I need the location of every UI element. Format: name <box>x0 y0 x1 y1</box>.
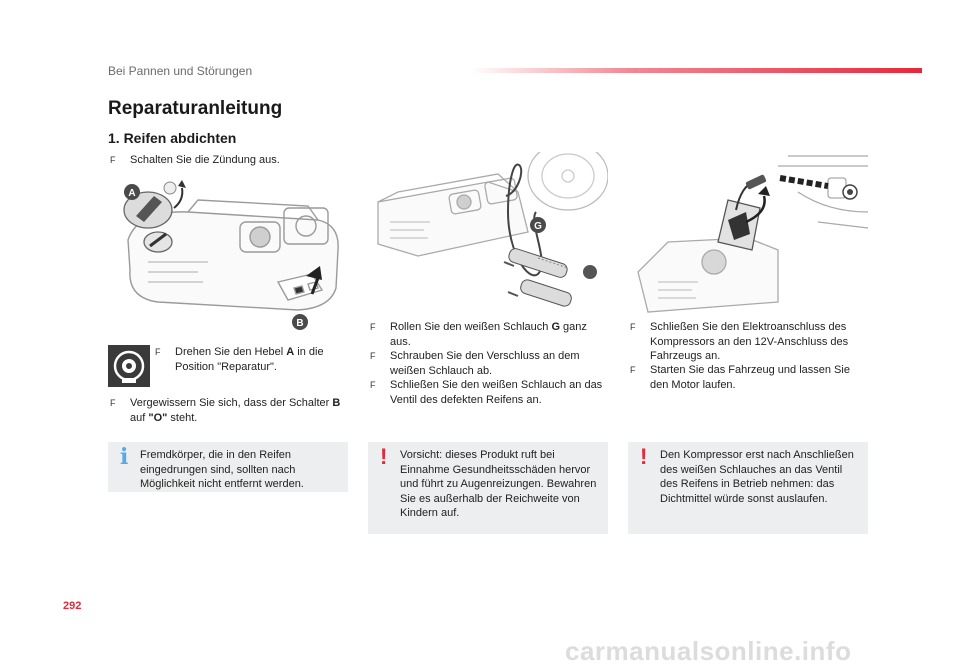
header-divider <box>470 68 922 73</box>
middle-step-1: F Rollen Sie den weißen Schlauch G ganz aus. <box>370 321 587 348</box>
right-step-1: F Schließen Sie den Elektroanschluss des Kompressors an den 12V-Anschluss des Fahrzeugs an. <box>630 321 849 362</box>
bullet-icon: F <box>370 322 376 332</box>
bullet-icon: F <box>110 398 116 408</box>
repair-position-icon <box>108 345 150 387</box>
hose-detail <box>504 247 597 308</box>
middle-step-3: F Schließen Sie den weißen Schlauch an das Ventil des defekten Reifens an. <box>370 379 603 406</box>
step-title: 1. Reifen abdichten <box>108 130 237 146</box>
page-title: Reparaturanleitung <box>108 98 283 119</box>
warning-icon: ! <box>640 444 648 469</box>
bullet-icon: F <box>110 155 116 165</box>
label-b: B <box>296 318 304 329</box>
page-number: 292 <box>63 600 82 612</box>
watermark: carmanualsonline.info <box>565 636 852 666</box>
info-icon: i <box>120 444 129 470</box>
warning-box-product: ! Vorsicht: dieses Produkt ruft bei Einnahme Gesundheitsschäden hervor und führt zu Augenreizungen. Bewahren Sie es außerhalb der Reichweite von Kindern auf. <box>368 442 608 534</box>
bullet-icon: F <box>630 365 636 375</box>
connector-detail <box>718 174 770 250</box>
left-step-1: F Schalten Sie die Zündung aus. <box>110 154 280 166</box>
electrical-connection-illustration <box>628 152 870 314</box>
white-hose-illustration <box>368 152 608 312</box>
bullet-icon: F <box>370 380 376 390</box>
middle-step-2: F Schrauben Sie den Verschluss an dem weißen Schlauch ab. <box>370 350 580 377</box>
info-box: i Fremdkörper, die in den Reifen eingedrungen sind, sollten nach Möglichkeit nicht entfernt werden. <box>108 442 348 492</box>
label-a: A <box>128 188 136 199</box>
section-title: Bei Pannen und Störungen <box>108 64 253 78</box>
right-step-2: F Starten Sie das Fahrzeug und lassen Sie den Motor laufen. <box>630 364 850 391</box>
warning-icon: ! <box>380 444 388 469</box>
bullet-icon: F <box>155 347 161 357</box>
warning-box-compressor: ! Den Kompressor erst nach Anschließen des weißen Schlauches an das Ventil des Reifens in Betrieb nehmen: das Dichtmittel würde sonst auslaufen. <box>628 442 868 534</box>
bullet-icon: F <box>630 322 636 332</box>
label-g: G <box>534 221 542 232</box>
left-step-2: F Drehen Sie den Hebel A in die Position "Reparatur". <box>155 346 324 373</box>
compressor-lever-illustration <box>108 170 350 330</box>
bullet-icon: F <box>370 351 376 361</box>
left-step-3: F Vergewissern Sie sich, dass der Schalter B auf "O" steht. <box>110 397 341 424</box>
